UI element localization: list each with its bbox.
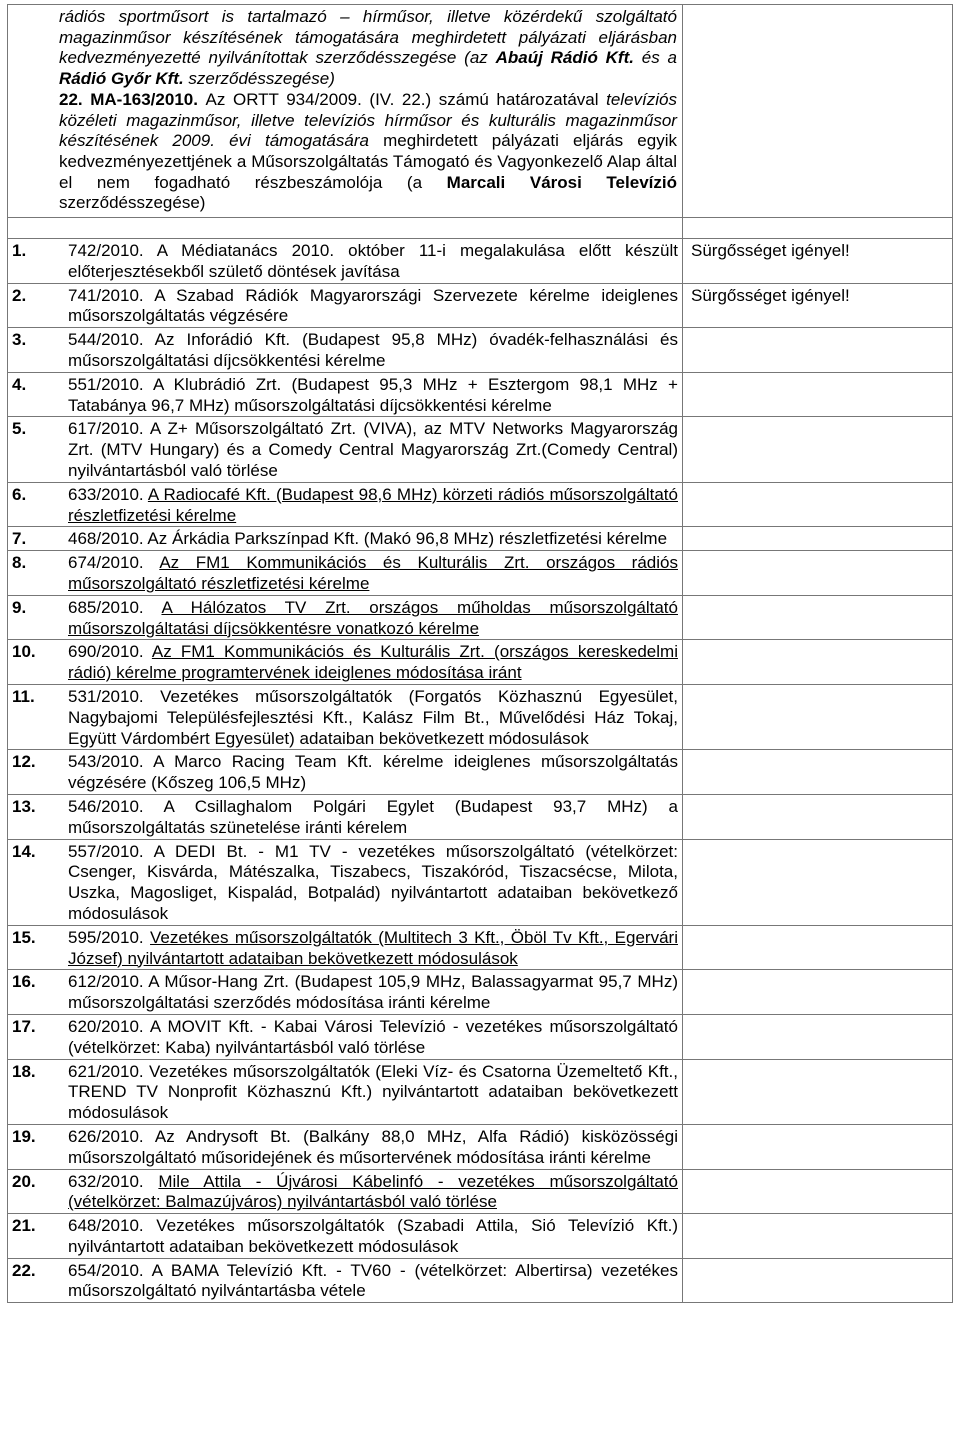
- agenda-row: [8, 794, 953, 839]
- agenda-row: [8, 1014, 953, 1059]
- agenda-row: [8, 925, 953, 970]
- spacer-row: [8, 218, 953, 239]
- agenda-item-number: 6.: [12, 484, 27, 504]
- agenda-item-number: 16.: [12, 972, 36, 992]
- intro-text-3: televíziós közéleti magazinműsor, illetve televíziós hírműsor és kulturális magazinműsor készítésének 2009. évi támogatására: [59, 89, 677, 151]
- agenda-row: [8, 1124, 953, 1169]
- agenda-row: [8, 1169, 953, 1214]
- agenda-item-ref: 674/2010.: [68, 553, 144, 573]
- agenda-item-cell: [8, 1059, 683, 1124]
- agenda-row: [8, 527, 953, 551]
- agenda-item-text: 468/2010. Az Árkádia Parkszínpad Kft. (Makó 96,8 MHz) részletfizetési kérelme: [68, 529, 668, 549]
- agenda-item-cell: [8, 527, 683, 551]
- agenda-item-cell: [8, 750, 683, 795]
- spacer-side-cell: [682, 218, 952, 239]
- agenda-note-cell: [682, 970, 952, 1015]
- agenda-item-cell: [8, 328, 683, 373]
- agenda-item-text: 546/2010. A Csillaghalom Polgári Egylet (Budapest 93,7 MHz) a műsorszolgáltatás szünetelése iránti kérelem: [68, 796, 678, 837]
- urgency-note: Sürgősséget igényel!: [690, 285, 850, 305]
- agenda-note-cell: [682, 750, 952, 795]
- agenda-item-number: 3.: [12, 330, 27, 350]
- agenda-item-number: 7.: [12, 529, 27, 549]
- agenda-item-number: 12.: [12, 752, 36, 772]
- agenda-note-cell: [682, 925, 952, 970]
- agenda-row: [8, 1258, 953, 1303]
- agenda-item-text: 626/2010. Az Andrysoft Bt. (Balkány 88,0 MHz, Alfa Rádió) kisközösségi műsorszolgáltató műsoridejének és műsortervének módosítása iránti kérelme: [68, 1126, 678, 1167]
- agenda-item-cell: [8, 482, 683, 527]
- agenda-item-cell: [8, 1214, 683, 1259]
- agenda-document: [7, 4, 953, 1303]
- agenda-item-number: 17.: [12, 1016, 36, 1036]
- agenda-note-cell: [682, 239, 952, 284]
- agenda-row: [8, 417, 953, 482]
- agenda-note-cell: [682, 372, 952, 417]
- agenda-item-text: 557/2010. A DEDI Bt. - M1 TV - vezetékes műsorszolgáltató (vételkörzet: Csenger, Kisvárda, Mátészalka, Tiszabecs, Tiszakóród, Tiszacsécse, Milota, Uszka, Magosliget, Kispalád, Botpalád) nyilvántartott adataiban bekövetkező módosulások: [68, 841, 678, 923]
- agenda-note-cell: [682, 482, 952, 527]
- agenda-row: [8, 684, 953, 749]
- agenda-item-number: 21.: [12, 1216, 36, 1236]
- agenda-note-cell: [682, 839, 952, 925]
- agenda-item-number: 1.: [12, 241, 27, 261]
- agenda-item-number: 8.: [12, 553, 27, 573]
- agenda-note-cell: [682, 595, 952, 640]
- agenda-row: [8, 283, 953, 328]
- agenda-item-text: 544/2010. Az Inforádió Kft. (Budapest 95,8 MHz) óvadék-felhasználási és műsorszolgáltatási díjcsökkentési kérelme: [68, 330, 678, 371]
- intro-side-cell: [682, 5, 952, 218]
- agenda-note-cell: [682, 1014, 952, 1059]
- agenda-row: [8, 328, 953, 373]
- agenda-note-cell: [682, 684, 952, 749]
- agenda-item-number: 13.: [12, 796, 36, 816]
- agenda-item-ref: 690/2010.: [68, 642, 144, 662]
- agenda-item-cell: [8, 794, 683, 839]
- agenda-item-text: 648/2010. Vezetékes műsorszolgáltatók (Szabadi Attila, Sió Televízió Kft.) nyilvántartott adataiban bekövetkezett módosulások: [68, 1216, 678, 1256]
- intro-text-1: rádiós sportműsort is tartalmazó – hírműsor, illetve közérdekű szolgáltató magazinműsor készítésének támogatására meghirdetett pályázati eljárásban kedvezményezetté nyilvánítottak szerződésszegése (az: [59, 7, 677, 68]
- agenda-item-number: 19.: [12, 1126, 36, 1146]
- agenda-row: [8, 1214, 953, 1259]
- agenda-row: [8, 750, 953, 795]
- agenda-note-cell: [682, 551, 952, 596]
- agenda-note-cell: [682, 283, 952, 328]
- agenda-item-text: 543/2010. A Marco Racing Team Kft. kérelme ideiglenes műsorszolgáltatás végzésére (Kőszeg 106,5 MHz): [68, 752, 678, 793]
- agenda-item-cell: [8, 684, 683, 749]
- agenda-item-text: 617/2010. A Z+ Műsorszolgáltató Zrt. (VIVA), az MTV Networks Magyarország Zrt. (MTV Hungary) és a Comedy Central Magyarország Zrt.(Comedy Central) nyilvántartásból való törlése: [68, 419, 678, 480]
- agenda-item-text: 621/2010. Vezetékes műsorszolgáltatók (Eleki Víz- és Csatorna Üzemeltető Kft., TREND TV Nonprofit Közhasznú Kft.) nyilvántartott adataiban bekövetkezett módosulások: [68, 1061, 678, 1123]
- agenda-item-number: 15.: [12, 927, 36, 947]
- agenda-item-ref: 632/2010.: [68, 1171, 144, 1191]
- agenda-item-cell: [8, 595, 683, 640]
- agenda-note-cell: [682, 1169, 952, 1214]
- agenda-item-text: Mile Attila - Újvárosi Kábelinfó - vezetékes műsorszolgáltató (vételkörzet: Balmazújváros) nyilvántartásból való törlése: [68, 1171, 678, 1212]
- agenda-row: [8, 1059, 953, 1124]
- intro-org-1: Abaúj Rádió Kft.: [495, 48, 634, 68]
- agenda-row: [8, 970, 953, 1015]
- agenda-item-text: 612/2010. A Műsor-Hang Zrt. (Budapest 105,9 MHz, Balassagyarmat 95,7 MHz) műsorszolgáltatási szerződés módosítása iránti kérelme: [68, 972, 678, 1013]
- agenda-row: [8, 839, 953, 925]
- agenda-note-cell: [682, 1059, 952, 1124]
- agenda-item-number: 22.: [12, 1260, 36, 1280]
- agenda-item-cell: [8, 640, 683, 685]
- agenda-note-cell: [682, 794, 952, 839]
- agenda-item-cell: [8, 551, 683, 596]
- intro-text-end-2: szerződésszegése): [59, 193, 206, 213]
- agenda-note-cell: [682, 1214, 952, 1259]
- agenda-item-cell: [8, 283, 683, 328]
- agenda-item-ref: 633/2010.: [68, 484, 144, 504]
- agenda-item-text: Az FM1 Kommunikációs és Kulturális Zrt. országos rádiós műsorszolgáltató részletfizetési kérelme: [68, 553, 678, 593]
- intro-cell: [8, 5, 683, 218]
- agenda-item-text: 620/2010. A MOVIT Kft. - Kabai Városi Televízió - vezetékes műsorszolgáltató (vételkörzet: Kaba) nyilvántartásból való törlése: [68, 1016, 678, 1057]
- agenda-item-text: 531/2010. Vezetékes műsorszolgáltatók (Forgatós Közhasznú Egyesület, Nagybajomi Településfejlesztési Kft., Kalász Film Bt., Művelődési Ház Tokaj, Együtt Várdombért Egyesület) adataiban bekövetkezett módosulások: [68, 686, 678, 748]
- intro-row: [8, 5, 953, 218]
- agenda-note-cell: [682, 1124, 952, 1169]
- agenda-item-number: 11.: [12, 686, 35, 706]
- agenda-note-cell: [682, 640, 952, 685]
- intro-org-2: Rádió Győr Kft.: [59, 69, 184, 89]
- agenda-item-text: Az FM1 Kommunikációs és Kulturális Zrt. (országos kereskedelmi rádió) kérelme programtervének ideiglenes módosítása iránt: [68, 642, 678, 683]
- agenda-row: [8, 551, 953, 596]
- urgency-note: Sürgősséget igényel!: [690, 241, 850, 261]
- agenda-item-ref: 685/2010.: [68, 597, 144, 617]
- agenda-item-text: Vezetékes műsorszolgáltatók (Multitech 3 Kft., Öböl Tv Kft., Egervári József) nyilvántartott adataiban bekövetkezett módosulások: [68, 927, 678, 968]
- agenda-item-cell: [8, 372, 683, 417]
- agenda-item-ref: 595/2010.: [68, 927, 144, 947]
- agenda-item-cell: [8, 1258, 683, 1303]
- intro-mid: és a: [641, 48, 677, 68]
- agenda-table: [7, 4, 953, 1303]
- agenda-row: [8, 595, 953, 640]
- agenda-note-cell: [682, 417, 952, 482]
- spacer-cell: [8, 218, 683, 239]
- agenda-item-number: 9.: [12, 597, 27, 617]
- agenda-item-number: 4.: [12, 374, 27, 394]
- agenda-note-cell: [682, 527, 952, 551]
- agenda-item-text: A Hálózatos TV Zrt. országos műholdas műsorszolgáltató műsorszolgáltatási díjcsökkentésre vonatkozó kérelme: [68, 597, 678, 638]
- agenda-row: [8, 372, 953, 417]
- agenda-item-text: 741/2010. A Szabad Rádiók Magyarországi Szervezete kérelme ideiglenes műsorszolgáltatás végzésére: [68, 285, 678, 326]
- agenda-note-cell: [682, 1258, 952, 1303]
- agenda-item-number: 2.: [12, 285, 27, 305]
- intro-text-2: Az ORTT 934/2009. (IV. 22.) számú határozatával: [205, 89, 599, 109]
- agenda-item-number: 14.: [12, 841, 36, 861]
- agenda-row: [8, 482, 953, 527]
- intro-text-4: meghirdetett pályázati eljárás egyik kedvezményezettjének a Műsorszolgáltatás Támogató és Vagyonkezelő Alap által el nem fogadható részbeszámolója (a: [59, 131, 677, 192]
- agenda-item-number: 18.: [12, 1061, 36, 1081]
- agenda-row: [8, 640, 953, 685]
- agenda-row: [8, 239, 953, 284]
- agenda-item-number: 20.: [12, 1171, 36, 1191]
- agenda-item-number: 5.: [12, 419, 27, 439]
- agenda-item-cell: [8, 1124, 683, 1169]
- agenda-item-text: 551/2010. A Klubrádió Zrt. (Budapest 95,3 MHz + Esztergom 98,1 MHz + Tatabánya 96,7 MHz) műsorszolgáltatási díjcsökkentési kérelme: [68, 374, 678, 415]
- agenda-item-cell: [8, 1169, 683, 1214]
- intro-item-number: 22. MA-163/2010.: [59, 89, 198, 109]
- agenda-item-cell: [8, 239, 683, 284]
- agenda-item-number: 10.: [12, 642, 36, 662]
- agenda-item-text: 742/2010. A Médiatanács 2010. október 11-i megalakulása előtt készült előterjesztésekből születő döntések javítása: [68, 241, 678, 281]
- agenda-note-cell: [682, 328, 952, 373]
- intro-text-end-1: szerződésszegése): [188, 69, 335, 89]
- intro-org-3: Marcali Városi Televízió: [446, 172, 677, 192]
- agenda-item-text: A Radiocafé Kft. (Budapest 98,6 MHz) körzeti rádiós műsorszolgáltató részletfizetési kérelme: [68, 484, 678, 525]
- agenda-item-text: 654/2010. A BAMA Televízió Kft. - TV60 - (vételkörzet: Albertirsa) vezetékes műsorszolgáltató nyilvántartásba vétele: [68, 1260, 678, 1301]
- agenda-item-cell: [8, 839, 683, 925]
- agenda-item-cell: [8, 925, 683, 970]
- agenda-item-cell: [8, 417, 683, 482]
- agenda-item-cell: [8, 970, 683, 1015]
- agenda-item-cell: [8, 1014, 683, 1059]
